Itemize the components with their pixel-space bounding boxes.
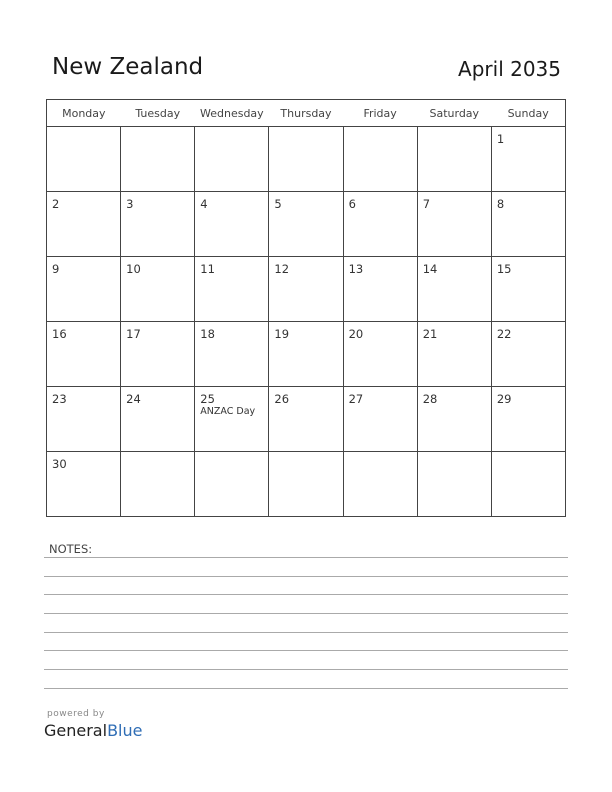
day-number: 16 (52, 327, 67, 341)
day-cell[interactable] (491, 257, 565, 322)
brand-general: General (44, 721, 108, 740)
day-number: 8 (496, 197, 505, 211)
brand-blue: Blue (107, 721, 143, 740)
day-cell[interactable] (417, 257, 491, 322)
weekday-header: Monday (47, 100, 121, 127)
day-cell[interactable] (121, 192, 195, 257)
day-number: 13 (348, 262, 364, 276)
day-number: 20 (348, 327, 364, 341)
day-number: 1 (496, 132, 505, 146)
calendar-grid (46, 99, 566, 517)
day-cell[interactable] (269, 192, 343, 257)
day-number: 29 (496, 392, 512, 406)
day-cell[interactable] (491, 127, 565, 192)
day-cell[interactable] (47, 322, 121, 387)
day-number: 23 (52, 392, 67, 406)
day-number: 3 (126, 197, 134, 211)
day-number: 18 (200, 327, 215, 341)
week-row (47, 322, 566, 387)
day-cell[interactable] (491, 322, 565, 387)
day-number: 25 (200, 392, 215, 406)
day-number: 27 (348, 392, 364, 406)
day-cell[interactable] (121, 322, 195, 387)
day-cell[interactable] (343, 387, 417, 452)
day-cell[interactable] (417, 192, 491, 257)
day-number: 28 (422, 392, 438, 406)
day-number: 6 (348, 197, 356, 211)
weekday-header: Thursday (269, 100, 343, 127)
weekday-header: Tuesday (121, 100, 195, 127)
day-number: 4 (200, 197, 208, 211)
week-row (47, 257, 566, 322)
day-cell[interactable] (47, 452, 121, 517)
day-number: 2 (52, 197, 60, 211)
day-number: 9 (52, 262, 60, 276)
day-number: 11 (200, 262, 215, 276)
day-cell[interactable] (417, 127, 491, 192)
day-cell[interactable] (121, 257, 195, 322)
day-number: 30 (52, 457, 67, 471)
day-number: 19 (274, 327, 290, 341)
day-cell[interactable] (47, 127, 121, 192)
week-row (47, 192, 566, 257)
note-line (44, 594, 568, 595)
day-cell[interactable] (121, 452, 195, 517)
week-row (47, 452, 566, 517)
day-cell[interactable] (343, 127, 417, 192)
day-cell[interactable] (121, 127, 195, 192)
day-cell[interactable] (195, 387, 269, 452)
note-line (44, 632, 568, 633)
week-row (47, 127, 566, 192)
day-cell[interactable] (491, 192, 565, 257)
day-number: 22 (496, 327, 512, 341)
weekday-header: Wednesday (195, 100, 269, 127)
day-number: 14 (422, 262, 438, 276)
day-number: 24 (126, 392, 141, 406)
day-cell[interactable] (417, 452, 491, 517)
day-cell[interactable] (195, 452, 269, 517)
day-cell[interactable] (417, 322, 491, 387)
powered-by-text: powered by (47, 709, 105, 719)
day-number: 7 (422, 197, 431, 211)
day-cell[interactable] (195, 322, 269, 387)
day-number: 10 (126, 262, 141, 276)
note-line (44, 557, 568, 558)
weekday-header-row (47, 100, 566, 127)
day-cell[interactable] (195, 257, 269, 322)
note-line (44, 669, 568, 670)
day-number: 26 (274, 392, 290, 406)
brand-logo[interactable] (44, 721, 142, 740)
day-number: 17 (126, 327, 141, 341)
note-line (44, 576, 568, 577)
week-row (47, 387, 566, 452)
note-line (44, 613, 568, 614)
day-cell[interactable] (195, 192, 269, 257)
day-cell[interactable] (121, 387, 195, 452)
day-cell[interactable] (269, 322, 343, 387)
day-cell[interactable] (269, 257, 343, 322)
day-cell[interactable] (269, 452, 343, 517)
day-cell[interactable] (269, 127, 343, 192)
weekday-header: Sunday (491, 100, 565, 127)
day-cell[interactable] (343, 322, 417, 387)
day-cell[interactable] (343, 257, 417, 322)
day-cell[interactable] (47, 192, 121, 257)
day-number: 5 (274, 197, 282, 211)
note-line (44, 688, 568, 689)
day-cell[interactable] (343, 192, 417, 257)
day-cell[interactable] (417, 387, 491, 452)
day-cell[interactable] (47, 257, 121, 322)
month-year-title: April 2035 (458, 57, 561, 81)
weekday-header: Saturday (417, 100, 491, 127)
day-cell[interactable] (47, 387, 121, 452)
day-number: 12 (274, 262, 290, 276)
day-cell[interactable] (491, 387, 565, 452)
day-cell[interactable] (195, 127, 269, 192)
country-title: New Zealand (52, 54, 204, 80)
day-number: 21 (422, 327, 438, 341)
weekday-header: Friday (343, 100, 417, 127)
day-number: 15 (496, 262, 512, 276)
notes-label: NOTES: (49, 542, 93, 556)
day-cell[interactable] (343, 452, 417, 517)
note-line (44, 650, 568, 651)
day-cell[interactable] (269, 387, 343, 452)
day-cell[interactable] (491, 452, 565, 517)
holiday-label: ANZAC Day (200, 406, 256, 417)
